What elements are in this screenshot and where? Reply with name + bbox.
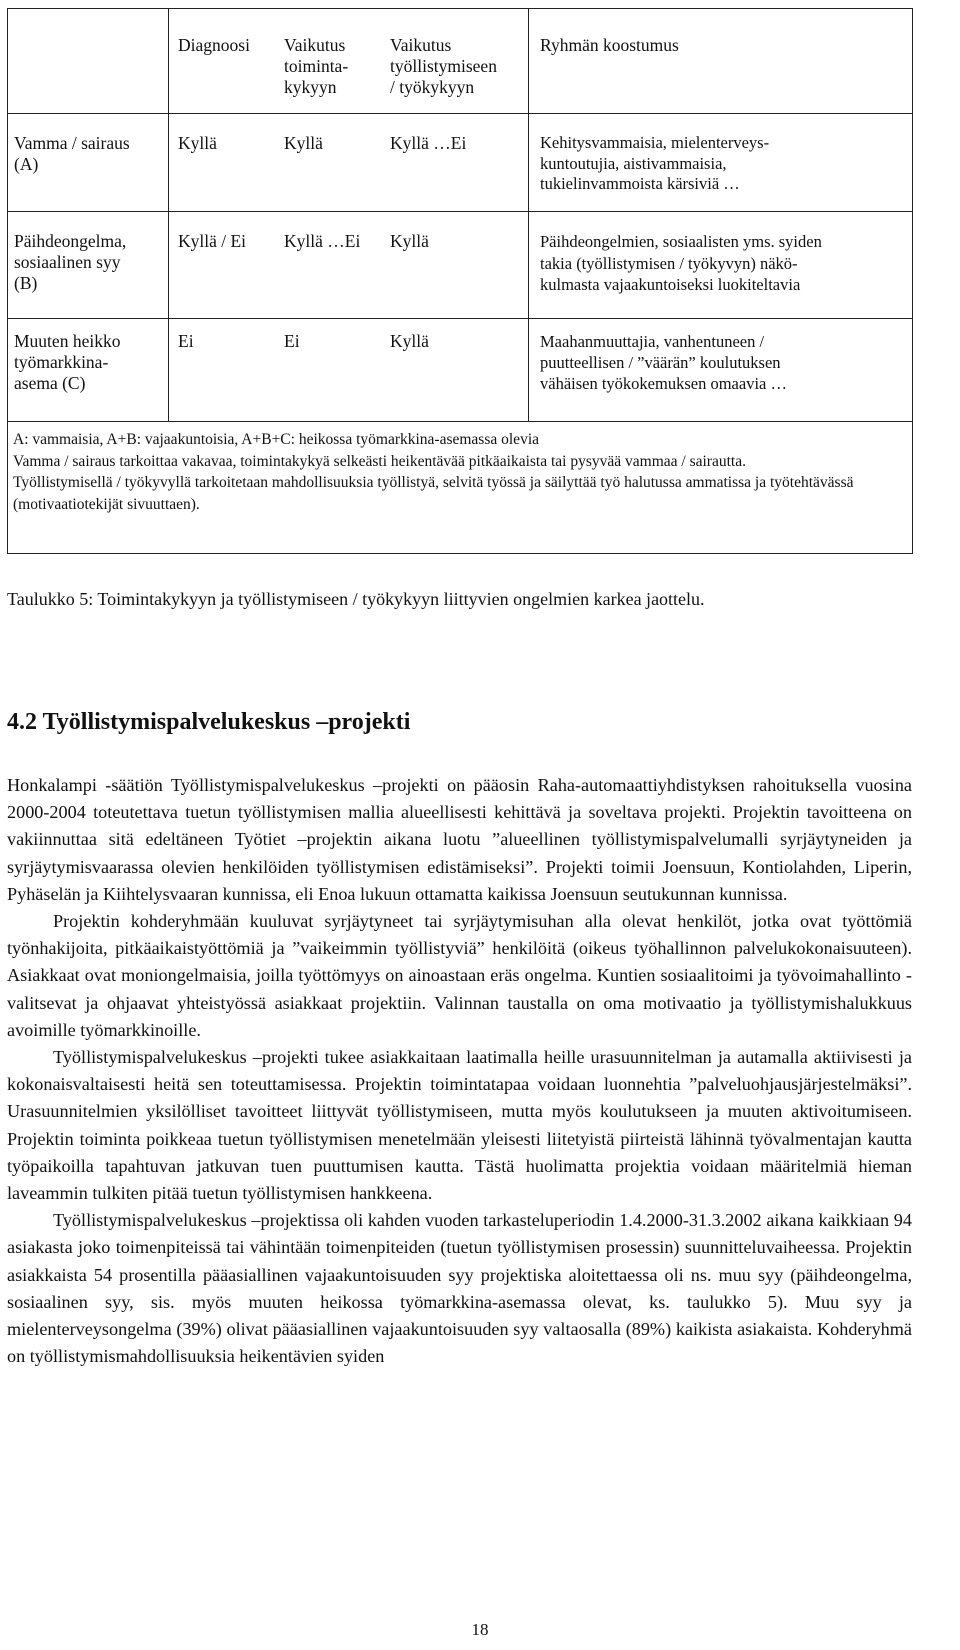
cell-ryhma: Kehitysvammaisia, mielenterveys- kuntoutujia, aistivammaisia, tukielinvammoista kärsiviä … (540, 133, 770, 193)
cell-tyollistyminen: Kyllä …Ei (390, 133, 467, 153)
section-heading: 4.2 Työllistymispalvelukeskus –projekti (7, 709, 411, 735)
table-rule (8, 211, 912, 212)
table-rule (168, 9, 169, 421)
header-diagnoosi: Diagnoosi (178, 35, 250, 55)
table-note: A: vammaisia, A+B: vajaakuntoisia, A+B+C: heikossa työmarkkina-asemassa olevia (13, 431, 540, 448)
table-notes (13, 429, 903, 515)
cell-ryhma: Maahanmuuttajia, vanhentuneen / puutteellisen / ”väärän” koulutuksen vähäisen työkokemuksen omaavia … (540, 332, 787, 393)
cell-tyollistyminen: Kyllä (390, 331, 429, 351)
classification-table (7, 8, 913, 554)
table-caption: Taulukko 5: Toimintakykyyn ja työllistymiseen / työkykyyn liittyvien ongelmien karkea jaottelu. (7, 589, 705, 609)
paragraph: Työllistymispalvelukeskus –projektissa oli kahden vuoden tarkasteluperiodin 1.4.2000-31.3.2002 aikana kaikkiaan 94 asiakasta joko toimenpiteissä tai vähintään toimenpiteiden (tuetun työllistymisen prosessin) suunnitteluvaiheessa. Projektin asiakkaista 54 prosentilla pääasiallinen vajaakuntoisuuden syy projektiska aloitettaessa oli ns. muu syy (päihdeongelma, sosiaalinen syy, sis. myös muuten heikossa työmarkkina-asemassa olevat, ks. taulukko 5). Muu syy ja mielenterveysongelma (39%) olivat pääasiallinen vajaakuntoisuuden syy valtaosalla (89%) kaikista asiakaista. Kohderyhmä on työllistymismahdollisuuksia heikentävien syiden (7, 1210, 912, 1367)
header-tyollistyminen: Vaikutus työllistymiseen / työkykyyn (390, 35, 497, 97)
cell-diagnoosi: Kyllä / Ei (178, 231, 247, 251)
table-note: Vamma / sairaus tarkoittaa vakavaa, toimintakykyä selkeästi heikentävää pitkäaikaista tai pysyvää vammaa / sairautta. (13, 452, 746, 470)
cell-ryhma: Päihdeongelmien, sosiaalisten yms. syiden takia (työllistymisen / työkyvyn) näkö- kulmasta vajaakuntoiseksi luokiteltavia (540, 232, 822, 294)
section-body (7, 772, 912, 1370)
header-toimintakyky: Vaikutus toiminta- kykyyn (284, 35, 349, 97)
table-rule (528, 9, 529, 421)
cell-tyollistyminen: Kyllä (390, 231, 429, 251)
row-label: Vamma / sairaus (A) (14, 133, 130, 174)
row-label: Päihdeongelma, sosiaalinen syy (B) (14, 231, 127, 293)
table-rule (8, 421, 912, 422)
header-ryhma: Ryhmän koostumus (540, 35, 679, 55)
table-rule (8, 113, 912, 114)
paragraph: Honkalampi -säätiön Työllistymispalvelukeskus –projekti on pääosin Raha-automaattiyhdistyksen rahoituksella vuosina 2000-2004 toteutettava tuetun työllistymisen mallia alueellisesti kehittävä ja soveltava projekti. Projektin tavoitteena on vakiinnuttaa sitä edeltäneen Työtiet –projektin aikana luotu ”alueellinen työllistymispalvelumalli syrjäytyneiden ja syrjäytymisvaarassa olevien henkilöiden työllistymisen edistämiseksi”. Projekti toimii Joensuun, Kontiolahden, Liperin, Pyhäselän ja Kiihtelysvaaran kunnissa, eli Enoa lukuun ottamatta kaikissa Joensuun seutukunnan kunnissa. (7, 775, 912, 904)
paragraph: Projektin kohderyhmään kuuluvat syrjäytyneet tai syrjäytymisuhan alla olevat henkilöt, jotka ovat työttömiä työnhakijoita, pitkäaikaistyöttömiä ja ”vaikeimmin työllistyviä” henkilöitä (oikeus työhallinnon palvelukokonaisuuteen). Asiakkaat ovat moniongelmaisia, joilla työttömyys on ainoastaan eräs ongelma. Kuntien sosiaalitoimi ja työvoimahallinto -valitsevat ja ohjaavat yhteistyössä asiakkaat projektiin. Valinnan taustalla on oma motivaatio ja työllistymishalukkuus avoimille työmarkkinoille. (7, 911, 912, 1040)
cell-toimintakyky: Kyllä …Ei (284, 231, 361, 251)
table-rule (8, 318, 912, 319)
cell-toimintakyky: Kyllä (284, 133, 323, 153)
cell-diagnoosi: Kyllä (178, 133, 217, 153)
cell-diagnoosi: Ei (178, 331, 194, 351)
cell-toimintakyky: Ei (284, 331, 300, 351)
paragraph: Työllistymispalvelukeskus –projekti tukee asiakkaitaan laatimalla heille urasuunnitelman ja autamalla aktiivisesti ja kokonaisvaltaisesti heitä sen toteuttamisessa. Projektin toimintatapaa voidaan luonnehtia ”palveluohjausjärjestelmäksi”. Urasuunnitelmien yksilölliset tavoitteet liittyvät työllistymiseen, mutta myös koulutukseen ja muuten aktivoitumiseen. Projektin toiminta poikkeaa tuetun työllistymisen menetelmään yleisesti liitetyistä piirteistä lähinnä työvalmentajan kautta työpaikoilla tapahtuvan jatkuvan tuen puuttumisen kautta. Tästä huolimatta projektia voidaan määritelmiä hieman laveammin tulkiten pitää tuetun työllistymisen hankkeena. (7, 1047, 912, 1204)
page-number: 18 (471, 1620, 489, 1639)
row-label: Muuten heikko työmarkkina- asema (C) (14, 331, 121, 393)
table-note: Työllistymisellä / työkyvyllä tarkoitetaan mahdollisuuksia työllistyä, selvitä työssä ja säilyttää työ halutussa ammatissa ja työtehtävässä (motivaatiotekijät sivuuttaen). (13, 474, 854, 513)
